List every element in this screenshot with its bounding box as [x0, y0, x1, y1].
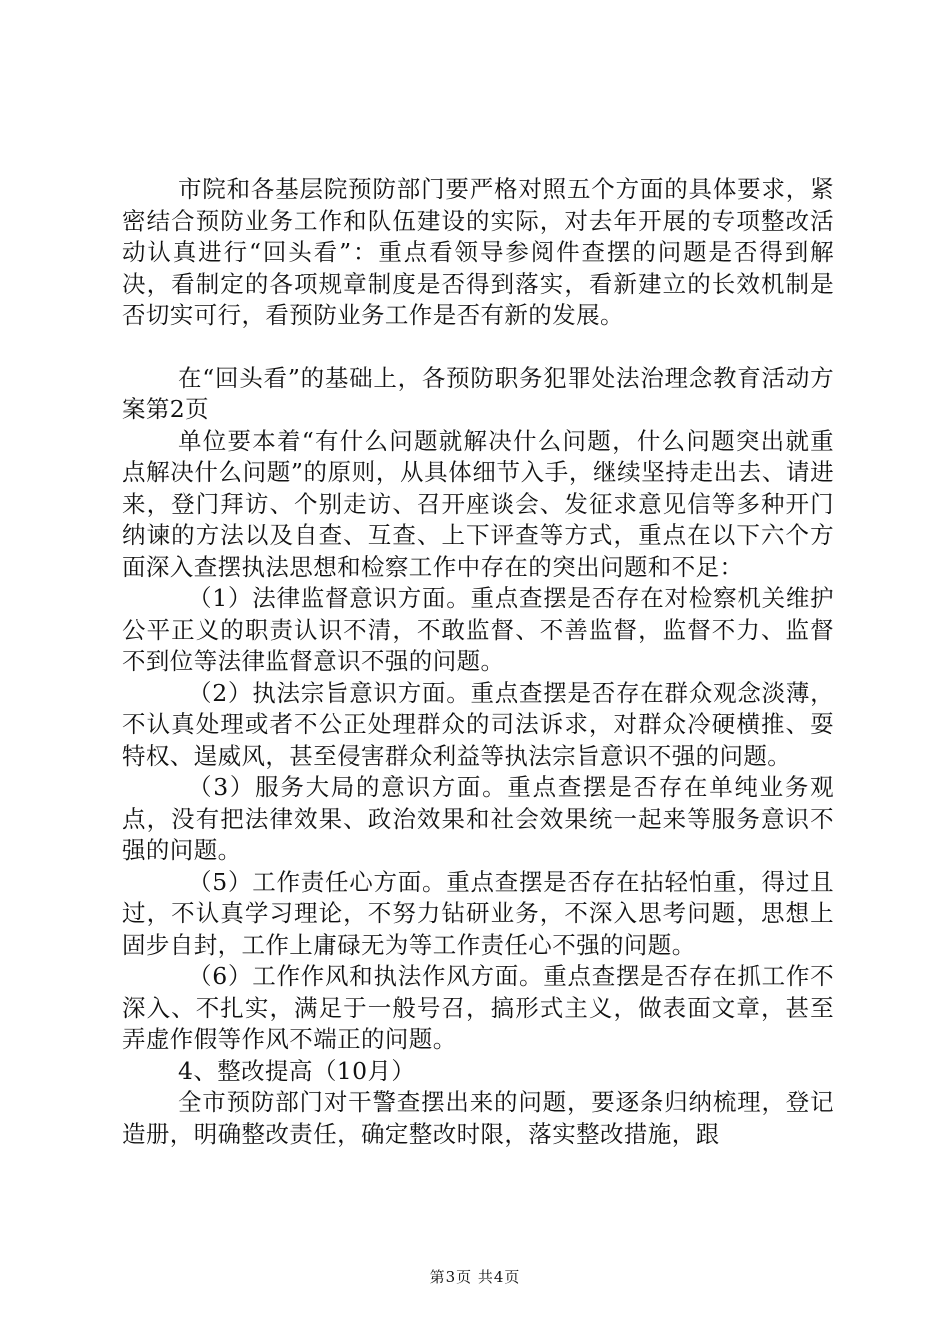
- paragraph-item-6: （6）工作作风和执法作风方面。重点查摆是否存在抓工作不深入、不扎实，满足于一般号召，搞形式主义，做表面文章，甚至弄虚作假等作风不端正的问题。: [122, 962, 834, 1053]
- section-heading-rectification: 4、整改提高（10月）: [178, 1056, 416, 1085]
- page-footer: 第3页 共4页: [429, 1268, 521, 1286]
- paragraph-review-requirements: 市院和各基层院预防部门要严格对照五个方面的具体要求，紧密结合预防业务工作和队伍建设的实际，对去年开展的专项整改活动认真进行“回头看”：重点看领导参阅件查摆的问题是否得到解决，看制定的各项规章制度是否得到落实，看新建立的长效机制是否切实可行，看预防业务工作是否有新的发展。: [122, 175, 834, 329]
- paragraph-item-1: （1）法律监督意识方面。重点查摆是否存在对检察机关维护公平正义的职责认识不清，不敢监督、不善监督，监督不力、监督不到位等法律监督意识不强的问题。: [122, 584, 834, 675]
- paragraph-review-basis: 在“回头看”的基础上，各预防职务犯罪处法治理念教育活动方案第2页: [122, 363, 834, 423]
- paragraph-item-2: （2）执法宗旨意识方面。重点查摆是否存在群众观念淡薄，不认真处理或者不公正处理群众的司法诉求，对群众冷硬横推、耍特权、逞威风，甚至侵害群众利益等执法宗旨意识不强的问题。: [122, 678, 834, 770]
- document-body: [122, 174, 834, 1150]
- paragraph-rectification: 全市预防部门对干警查摆出来的问题，要逐条归纳梳理，登记造册，明确整改责任，确定整改时限，落实整改措施，跟: [122, 1088, 834, 1148]
- paragraph-item-3: （3）服务大局的意识方面。重点查摆是否存在单纯业务观点，没有把法律效果、政治效果和社会效果统一起来等服务意识不强的问题。: [122, 773, 834, 864]
- paragraph-problem-principle: 单位要本着“有什么问题就解决什么问题，什么问题突出就重点解决什么问题”的原则，从具体细节入手，继续坚持走出去、请进来，登门拜访、个别走访、召开座谈会、发征求意见信等多种开门纳谏的方法以及自查、互查、上下评查等方式，重点在以下六个方面深入查摆执法思想和检察工作中存在的突出问题和不足：: [122, 426, 834, 581]
- paragraph-item-5: （5）工作责任心方面。重点查摆是否存在拈轻怕重，得过且过，不认真学习理论，不努力钻研业务，不深入思考问题，思想上固步自封，工作上庸碌无为等工作责任心不强的问题。: [122, 867, 834, 959]
